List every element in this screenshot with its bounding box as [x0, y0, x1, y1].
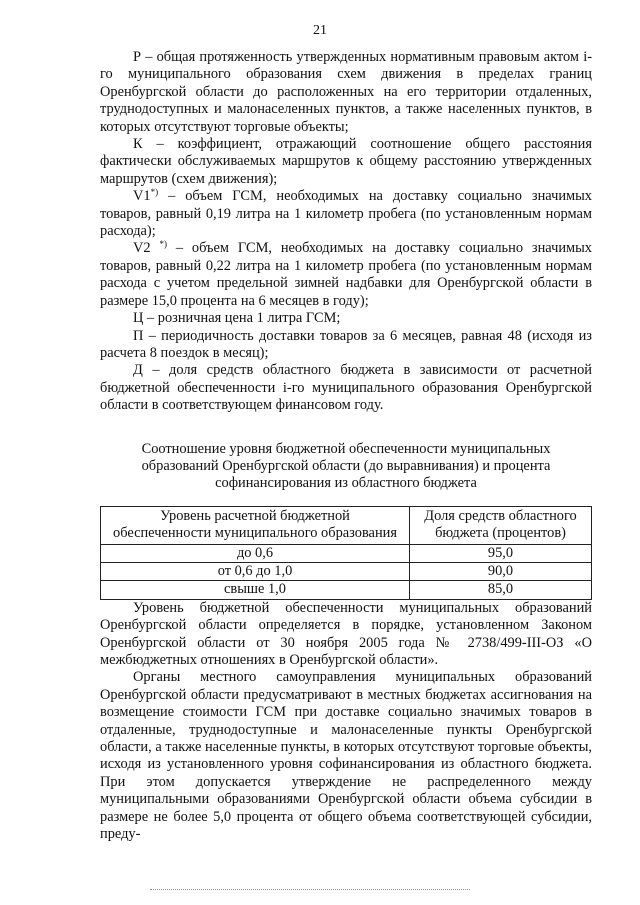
- cofinancing-table: [100, 506, 592, 600]
- footnote-mark-v1: *): [150, 187, 159, 198]
- document-body: [100, 49, 592, 843]
- cell-percent: 85,0: [410, 581, 592, 599]
- table-row: [101, 581, 592, 599]
- definition-v2-text: – объем ГСМ, необходимых на доставку социально значимых товаров, равный 0,22 литра на 1 километр пробега (по установленным нормам расхода с учетом предельной зимней надбавки для Оренбургской области в размере 15,0 процента на 6 месяцев в году);: [100, 240, 592, 309]
- cell-level: свыше 1,0: [101, 581, 410, 599]
- symbol-v2: V2: [133, 240, 160, 257]
- table-header-row: [101, 506, 592, 544]
- cell-level: от 0,6 до 1,0: [101, 562, 410, 580]
- table-row: [101, 544, 592, 562]
- cell-percent: 90,0: [410, 562, 592, 580]
- cell-level: до 0,6: [101, 544, 410, 562]
- definition-k: К – коэффициент, отражающий соотношение общего расстояния фактически обслуживаемых маршрутов к общему расстоянию утвержденных маршрутов (схем движения);: [100, 136, 592, 187]
- definition-v1-text: – объем ГСМ, необходимых на доставку социально значимых товаров, равный 0,19 литра на 1 километр пробега (по установленным нормам расхода);: [100, 188, 592, 240]
- header-regional-share-line2: бюджета (процентов): [435, 525, 566, 542]
- table-row: [101, 562, 592, 580]
- definition-v1: [100, 188, 592, 240]
- cell-percent: 95,0: [410, 544, 592, 562]
- header-budget-level-line2: обеспеченности муниципального образования: [113, 525, 397, 542]
- table-title-line: софинансирования из областного бюджета: [215, 475, 477, 492]
- definition-p: Р – общая протяженность утвержденных нормативным правовым актом i-го муниципального образования схем движения в пределах границ Оренбургской области до расположенных на его территории отдаленных, труднодоступных и малонаселенных пунктов, а также населенных пунктов, в которых отсутствуют торговые объекты;: [100, 49, 592, 135]
- header-budget-level-line1: Уровень расчетной бюджетной: [160, 507, 350, 524]
- definition-d: Д – доля средств областного бюджета в зависимости от расчетной бюджетной обеспеченности i-го муниципального образования Оренбургской области в соответствующем финансовом году.: [100, 362, 592, 414]
- page-number: 21: [313, 23, 327, 38]
- footnote-mark-v2: *): [159, 239, 167, 250]
- scan-footer-line: [150, 889, 470, 892]
- header-budget-level: [101, 506, 410, 544]
- definition-v2: [100, 240, 592, 310]
- table-title-line: Соотношение уровня бюджетной обеспеченности муниципальных: [141, 440, 551, 457]
- header-regional-share: [410, 506, 592, 544]
- paragraph-local-authorities: Органы местного самоуправления муниципальных образований Оренбургской области предусматривают в местных бюджетах ассигнования на возмещение стоимости ГСМ при доставке социально значимых товаров в отдаленные, труднодоступные и малонаселенные пункты Оренбургской области, а также населенные пункты, в которых отсутствуют торговые объекты, исходя из установленного уровня софинансирования из областного бюджета. При этом допускается утверждение не распределенного между муниципальными образованиями Оренбургской области объема субсидии в размере не более 5,0 процента от общего объема соответствующей субсидии, преду-: [100, 669, 592, 843]
- paragraph-budget-level: Уровень бюджетной обеспеченности муниципальных образований Оренбургской области определяется в порядке, установленном Законом Оренбургской области от 30 ноября 2005 года № 2738/499-III-ОЗ «О межбюджетных отношениях в Оренбургской области».: [100, 599, 592, 668]
- header-regional-share-line1: Доля средств областного: [424, 507, 577, 524]
- symbol-v1: V1: [133, 188, 151, 205]
- definition-pi: П – периодичность доставки товаров за 6 месяцев, равная 48 (исходя из расчета 8 поездок в месяц);: [100, 327, 592, 361]
- table-title: [100, 441, 592, 493]
- definition-c: Ц – розничная цена 1 литра ГСМ;: [133, 310, 341, 327]
- table-title-line: образований Оренбургской области (до выравнивания) и процента: [141, 457, 551, 474]
